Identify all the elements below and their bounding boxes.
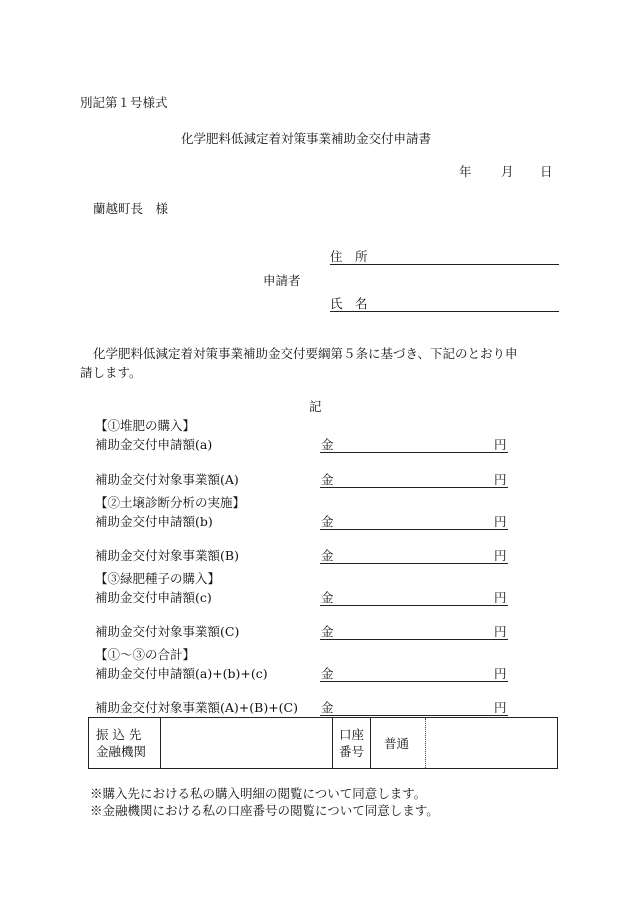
bank-name-field[interactable] <box>160 718 332 768</box>
section-heading: 【①～③の合計】 <box>95 647 196 662</box>
kin-label: 金 <box>321 548 334 563</box>
body-text-line2: 請します。 <box>80 365 142 380</box>
bank-account-table <box>88 717 558 769</box>
amount-field-line[interactable] <box>320 605 508 606</box>
date-month-label: 月 <box>501 164 514 179</box>
en-label: 円 <box>494 472 507 487</box>
addressee: 蘭越町長 様 <box>93 201 169 216</box>
ki-heading: 記 <box>309 399 322 414</box>
consent-note-purchase: ※購入先における私の購入明細の閲覧について同意します。 <box>90 786 427 801</box>
section-heading: 【①堆肥の購入】 <box>95 418 196 433</box>
date-year-label: 年 <box>459 164 472 179</box>
account-number-field[interactable] <box>425 718 557 768</box>
bank-label-line1: 振 込 先 <box>96 727 142 742</box>
en-label: 円 <box>494 700 507 715</box>
account-type-value: 普通 <box>384 736 410 751</box>
row-label: 補助金交付申請額(a) <box>95 437 213 452</box>
en-label: 円 <box>494 666 507 681</box>
kin-label: 金 <box>321 590 334 605</box>
account-label-cell <box>332 718 370 768</box>
address-label: 住 所 <box>330 249 368 264</box>
account-label-line1: 口座 <box>339 727 365 742</box>
name-field-line[interactable] <box>330 311 559 312</box>
row-label: 補助金交付対象事業額(A) <box>95 472 239 487</box>
applicant-label: 申請者 <box>263 273 301 288</box>
kin-label: 金 <box>321 700 334 715</box>
row-label: 補助金交付対象事業額(A)+(B)+(C) <box>95 700 298 715</box>
section-heading: 【②土壌診断分析の実施】 <box>95 495 246 510</box>
account-label-line2: 番号 <box>339 744 365 759</box>
kin-label: 金 <box>321 666 334 681</box>
body-text-line1: 化学肥料低減定着対策事業補助金交付要綱第５条に基づき、下記のとおり申 <box>93 346 518 361</box>
document-title: 化学肥料低減定着対策事業補助金交付申請書 <box>181 131 432 146</box>
section-heading: 【③緑肥種子の購入】 <box>95 571 221 586</box>
form-number: 別記第１号様式 <box>80 95 168 110</box>
name-label: 氏 名 <box>330 296 368 311</box>
row-label: 補助金交付申請額(c) <box>95 590 212 605</box>
en-label: 円 <box>494 548 507 563</box>
amount-field-line[interactable] <box>320 487 508 488</box>
row-label: 補助金交付対象事業額(C) <box>95 624 240 639</box>
address-field-line[interactable] <box>330 264 559 265</box>
en-label: 円 <box>494 590 507 605</box>
row-label: 補助金交付申請額(b) <box>95 514 213 529</box>
kin-label: 金 <box>321 514 334 529</box>
en-label: 円 <box>494 624 507 639</box>
amount-field-line[interactable] <box>320 715 508 716</box>
amount-field-line[interactable] <box>320 681 508 682</box>
bank-label-cell <box>89 718 160 768</box>
en-label: 円 <box>494 514 507 529</box>
row-label: 補助金交付対象事業額(B) <box>95 548 239 563</box>
kin-label: 金 <box>321 472 334 487</box>
amount-field-line[interactable] <box>320 452 508 453</box>
row-label: 補助金交付申請額(a)+(b)+(c) <box>95 666 268 681</box>
amount-field-line[interactable] <box>320 639 508 640</box>
amount-field-line[interactable] <box>320 563 508 564</box>
en-label: 円 <box>494 437 507 452</box>
kin-label: 金 <box>321 624 334 639</box>
consent-note-bank: ※金融機関における私の口座番号の閲覧について同意します。 <box>90 803 439 818</box>
account-type-cell <box>370 718 425 768</box>
date-day-label: 日 <box>540 164 553 179</box>
amount-field-line[interactable] <box>320 529 508 530</box>
kin-label: 金 <box>321 437 334 452</box>
bank-label-line2: 金融機関 <box>96 744 147 759</box>
